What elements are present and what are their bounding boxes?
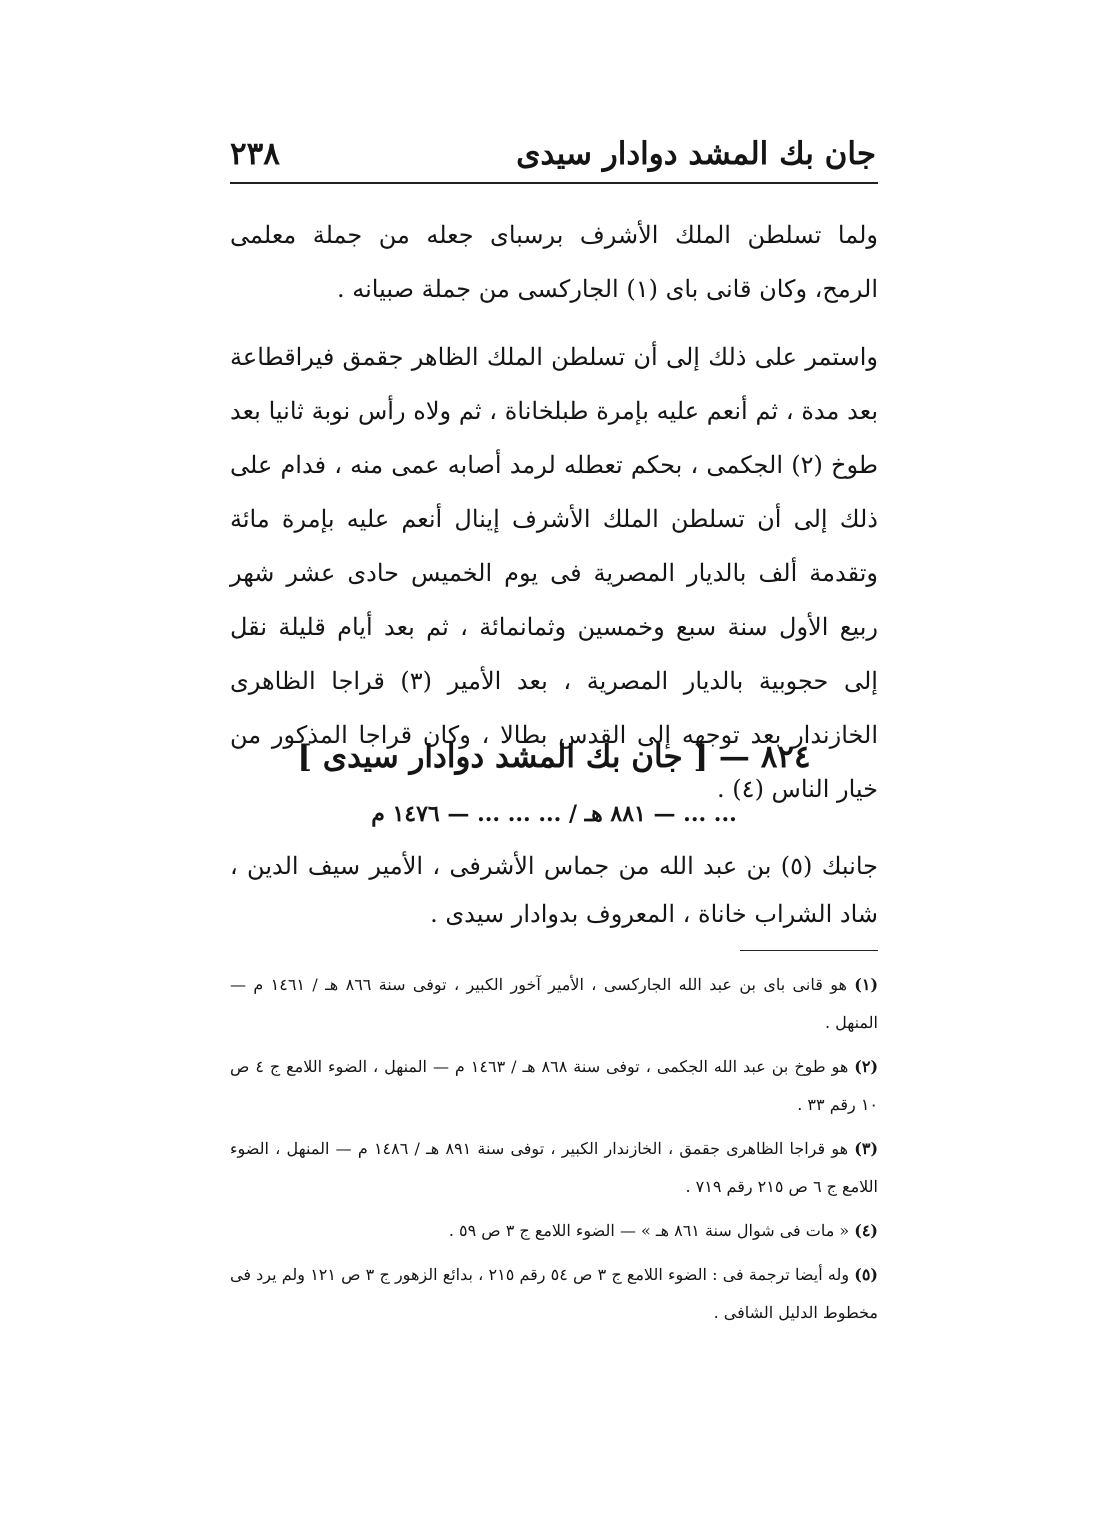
footnote-mark: (٤) [854,1221,878,1240]
footnote-mark: (٥) [854,1265,878,1284]
footnote [230,1212,878,1250]
page-number: ٢٣٨ [230,136,280,172]
footnotes [230,966,878,1338]
entry-paragraph: جانبك (٥) بن عبد الله من جماس الأشرفى ، الأمير سيف الدين ، شاد الشراب خاناة ، المعروف بدوادار سيدى . [230,852,878,928]
entry-dates: ... ... — ٨٨١ هـ / ... ... ... — ١٤٧٦ م [371,801,737,827]
footnote-mark: (٢) [854,1057,879,1076]
page-header [230,132,876,176]
footnote-text: وله أيضا ترجمة فى : الضوء اللامع ج ٣ ص ٥٤ رقم ٢١٥ ، بدائع الزهور ج ٣ ص ١٢١ ولم يرد فى مخطوط الدليل الشافى . [230,1265,878,1322]
body-paragraph: واستمر على ذلك إلى أن تسلطن الملك الظاهر جقمق فيراقطاعة بعد مدة ، ثم أنعم عليه بإمرة طبلخاناة ، ثم ولاه رأس نوبة ثانيا بعد طوخ (٢) الجكمى ، بحكم تعطله لرمد أصابه عمى منه ، فدام على ذلك إلى أن تسلطن الملك الأشرف إينال أنعم عليه بإمرة مائة وتقدمة ألف بالديار المصرية فى يوم الخميس حادى عشر شهر ربيع الأول سنة سبع وخمسين وثمانمائة ، ثم بعد أيام قليلة نقل إلى حجوبية بالديار المصرية ، بعد الأمير (٣) قراجا الظاهرى الخازندار بعد توجهه إلى القدس بطالا ، وكان قراجا المذكور من خيار الناس (٤) . [230,343,879,803]
running-title: جان بك المشد دوادار سيدى [516,136,876,172]
entry-title: ٨٢٤ — [ جان بك المشد دوادار سيدى ] [297,739,811,775]
footnote-text: « مات فى شوال سنة ٨٦١ هـ » — الضوء اللامع ج ٣ ص ٥٩ . [448,1221,850,1240]
footnote-text: هو قانى باى بن عبد الله الجاركسى ، الأمير آخور الكبير ، توفى سنة ٨٦٦ هـ / ١٤٦١ م — المنهل . [230,975,878,1032]
footnote-mark: (١) [854,975,879,994]
entry-text [230,842,878,938]
footnote [230,1256,878,1332]
footnote-rule [740,950,878,951]
footnote [230,1130,878,1206]
footnote-mark: (٣) [854,1139,879,1158]
header-rule [230,182,878,184]
body-paragraph: ولما تسلطن الملك الأشرف برسباى جعله من جملة معلمى الرمح، وكان قانى باى (١) الجاركسى من جملة صبيانه . [230,221,878,303]
footnote-text: هو طوخ بن عبد الله الجكمى ، توفى سنة ٨٦٨ هـ / ١٤٦٣ م — المنهل ، الضوء اللامع ج ٤ ص ١٠ رقم ٣٣ . [230,1057,878,1114]
footnote [230,1048,878,1124]
footnote [230,966,878,1042]
footnote-text: هو قراجا الظاهرى جقمق ، الخازندار الكبير ، توفى سنة ٨٩١ هـ / ١٤٨٦ م — المنهل ، الضوء اللامع ج ٦ ص ٢١٥ رقم ٧١٩ . [230,1139,878,1196]
